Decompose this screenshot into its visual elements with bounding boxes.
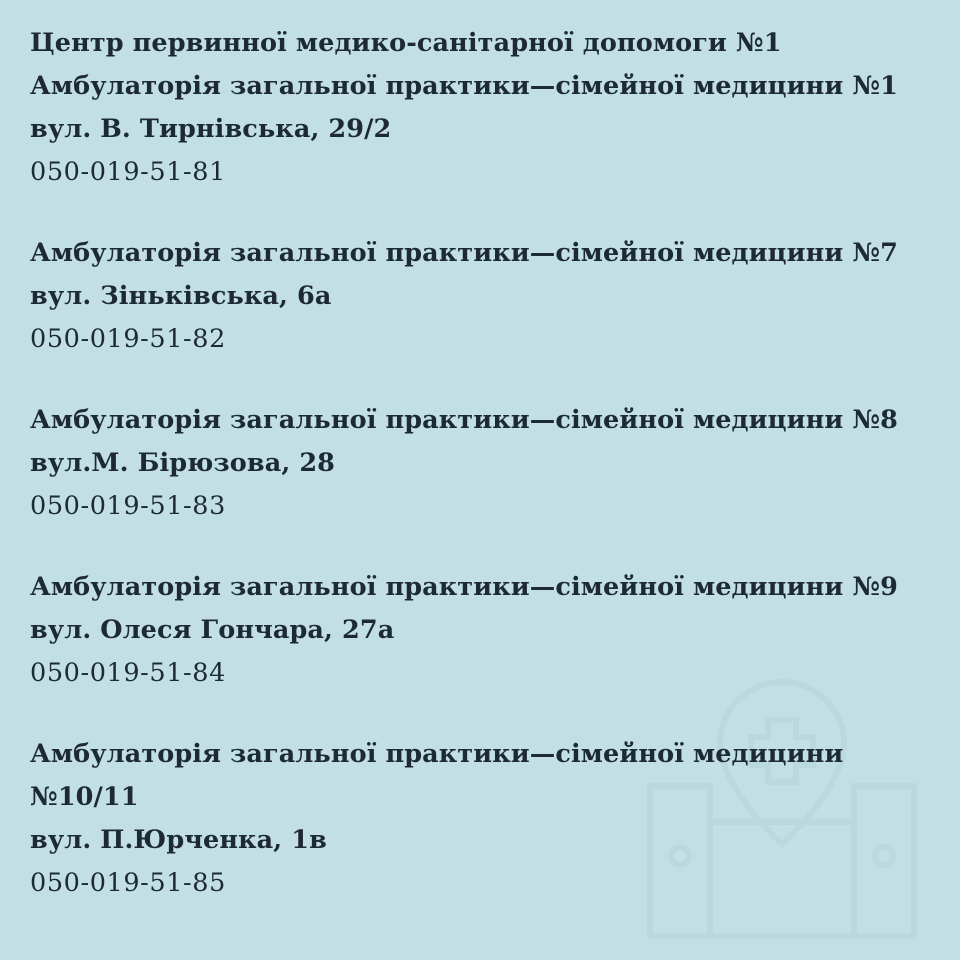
clinic-address: вул.М. Бірюзова, 28	[30, 448, 335, 478]
clinic-name: Амбулаторія загальної практики—сімейної медицини №8	[30, 405, 899, 435]
list-item	[30, 22, 930, 194]
clinic-address: вул. В. Тирнівська, 29/2	[30, 114, 392, 144]
clinic-list	[30, 22, 930, 905]
clinic-name: Амбулаторія загальної практики—сімейної медицини №7	[30, 238, 899, 268]
clinic-phone: 050-019-51-82	[30, 324, 226, 354]
clinic-phone: 050-019-51-84	[30, 658, 226, 688]
list-item	[30, 566, 930, 695]
clinic-phone: 050-019-51-85	[30, 868, 226, 898]
clinic-address: вул. Зіньківська, 6а	[30, 281, 332, 311]
clinic-name: Амбулаторія загальної практики—сімейної медицини №9	[30, 572, 899, 602]
clinic-name: Амбулаторія загальної практики—сімейної медицини №10/11	[30, 739, 853, 812]
clinic-phone: 050-019-51-81	[30, 157, 226, 187]
clinic-center-title: Центр первинної медико-санітарної допомоги №1	[30, 28, 782, 58]
list-item	[30, 733, 930, 905]
list-item	[30, 399, 930, 528]
clinic-name: Амбулаторія загальної практики—сімейної медицини №1	[30, 71, 899, 101]
list-item	[30, 232, 930, 361]
clinic-phone: 050-019-51-83	[30, 491, 226, 521]
clinic-address: вул. П.Юрченка, 1в	[30, 825, 327, 855]
clinic-address: вул. Олеся Гончара, 27а	[30, 615, 395, 645]
